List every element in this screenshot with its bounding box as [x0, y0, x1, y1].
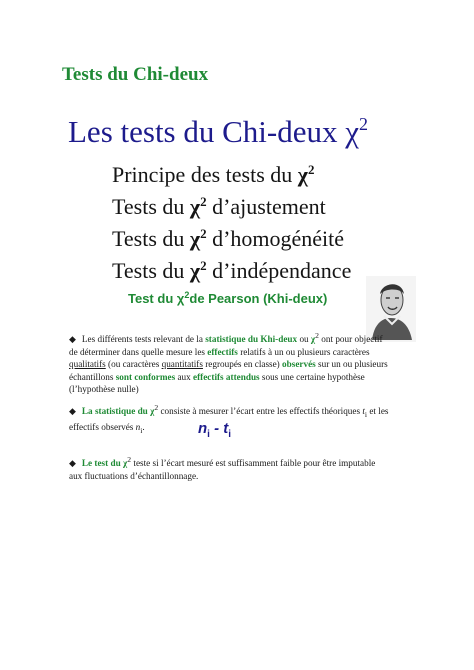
- highlight: sont conformes: [115, 371, 176, 382]
- bullet-icon: ◆: [69, 334, 76, 345]
- text: .: [142, 422, 145, 433]
- toc-text: Tests du: [112, 258, 190, 283]
- exponent: 2: [315, 331, 319, 340]
- text: ou: [297, 334, 311, 345]
- variable: n: [198, 420, 208, 437]
- exponent: 2: [184, 290, 190, 300]
- exponent: 2: [127, 455, 132, 464]
- operator: -: [209, 420, 224, 437]
- exponent: 2: [154, 403, 159, 412]
- paragraph-test: [69, 454, 389, 482]
- text: sur un ou plusieurs échantillons: [69, 359, 388, 382]
- chi-symbol: χ: [310, 334, 316, 345]
- chi-symbol: χ: [189, 258, 201, 283]
- text: relatifs à un ou plusieurs caractères: [237, 346, 370, 357]
- heading-text: Les tests du Chi-deux: [68, 114, 346, 149]
- pearson-text: de Pearson (Khi-deux): [189, 291, 328, 306]
- subscript: i: [228, 429, 232, 440]
- underlined: qualitatifs: [69, 359, 106, 370]
- chi-symbol: χ: [189, 194, 201, 219]
- text: Les différents tests relevant de la: [81, 334, 206, 345]
- chi-symbol: χ: [297, 162, 308, 187]
- text: teste si l’écart mesuré est suffisamment faible pour être imputable aux fluctuations d’échantillonnage.: [69, 458, 376, 481]
- subscript: i: [364, 409, 368, 419]
- text: et les effectifs observés: [69, 406, 389, 433]
- underlined: quantitatifs: [161, 359, 203, 370]
- subscript: i: [140, 426, 143, 436]
- exponent: 2: [307, 162, 315, 177]
- highlight: effectifs: [207, 346, 238, 357]
- text: consiste à mesurer l’écart entre les effectifs théoriques: [158, 406, 363, 417]
- highlight: statistique du Khi-deux: [205, 334, 298, 345]
- table-of-contents: [112, 156, 351, 284]
- toc-text: d’homogénéité: [206, 226, 345, 251]
- toc-item-principe: [112, 156, 351, 188]
- highlight: Le test du: [81, 458, 124, 469]
- section-title: Tests du Chi-deux: [62, 64, 209, 85]
- chi-symbol: χ: [189, 226, 201, 251]
- toc-text: Tests du: [112, 226, 190, 251]
- exponent: 2: [359, 114, 369, 134]
- exponent: 2: [200, 194, 207, 209]
- difference-formula: [198, 420, 231, 440]
- highlight: effectifs attendus: [193, 371, 260, 382]
- text: regroupés en classe): [202, 359, 283, 370]
- variable: t: [223, 420, 229, 437]
- bullet-icon: ◆: [69, 458, 76, 469]
- toc-text: d’indépendance: [206, 258, 352, 283]
- text: aux: [175, 371, 194, 382]
- toc-item-independance: [112, 252, 351, 284]
- text: sous une certaine hypothèse (l’hypothèse nulle): [69, 371, 365, 395]
- exponent: 2: [200, 258, 207, 273]
- chi-symbol: χ: [176, 291, 185, 306]
- pearson-title: [128, 290, 327, 306]
- toc-item-homogeneite: [112, 220, 351, 252]
- chi-symbol: χ: [345, 114, 360, 149]
- toc-text: d’ajustement: [206, 194, 326, 219]
- pearson-text: Test du: [128, 291, 177, 306]
- chi-symbol: χ: [123, 458, 128, 469]
- variable: t: [362, 406, 365, 417]
- subscript: i: [207, 429, 210, 440]
- paragraph-intro: [69, 330, 389, 396]
- highlight: observés: [282, 359, 316, 370]
- text: ont pour objectif de déterminer dans quelle mesure les: [69, 334, 383, 357]
- highlight: La statistique du: [81, 406, 151, 417]
- text: (ou caractères: [105, 359, 162, 370]
- exponent: 2: [200, 226, 207, 241]
- variable: n: [135, 422, 141, 433]
- toc-text: Tests du: [112, 194, 190, 219]
- toc-item-ajustement: [112, 188, 351, 220]
- chi-symbol: χ: [150, 406, 155, 417]
- bullet-icon: ◆: [69, 406, 76, 417]
- toc-text: Principe des tests du: [112, 162, 298, 187]
- main-heading: [68, 114, 368, 150]
